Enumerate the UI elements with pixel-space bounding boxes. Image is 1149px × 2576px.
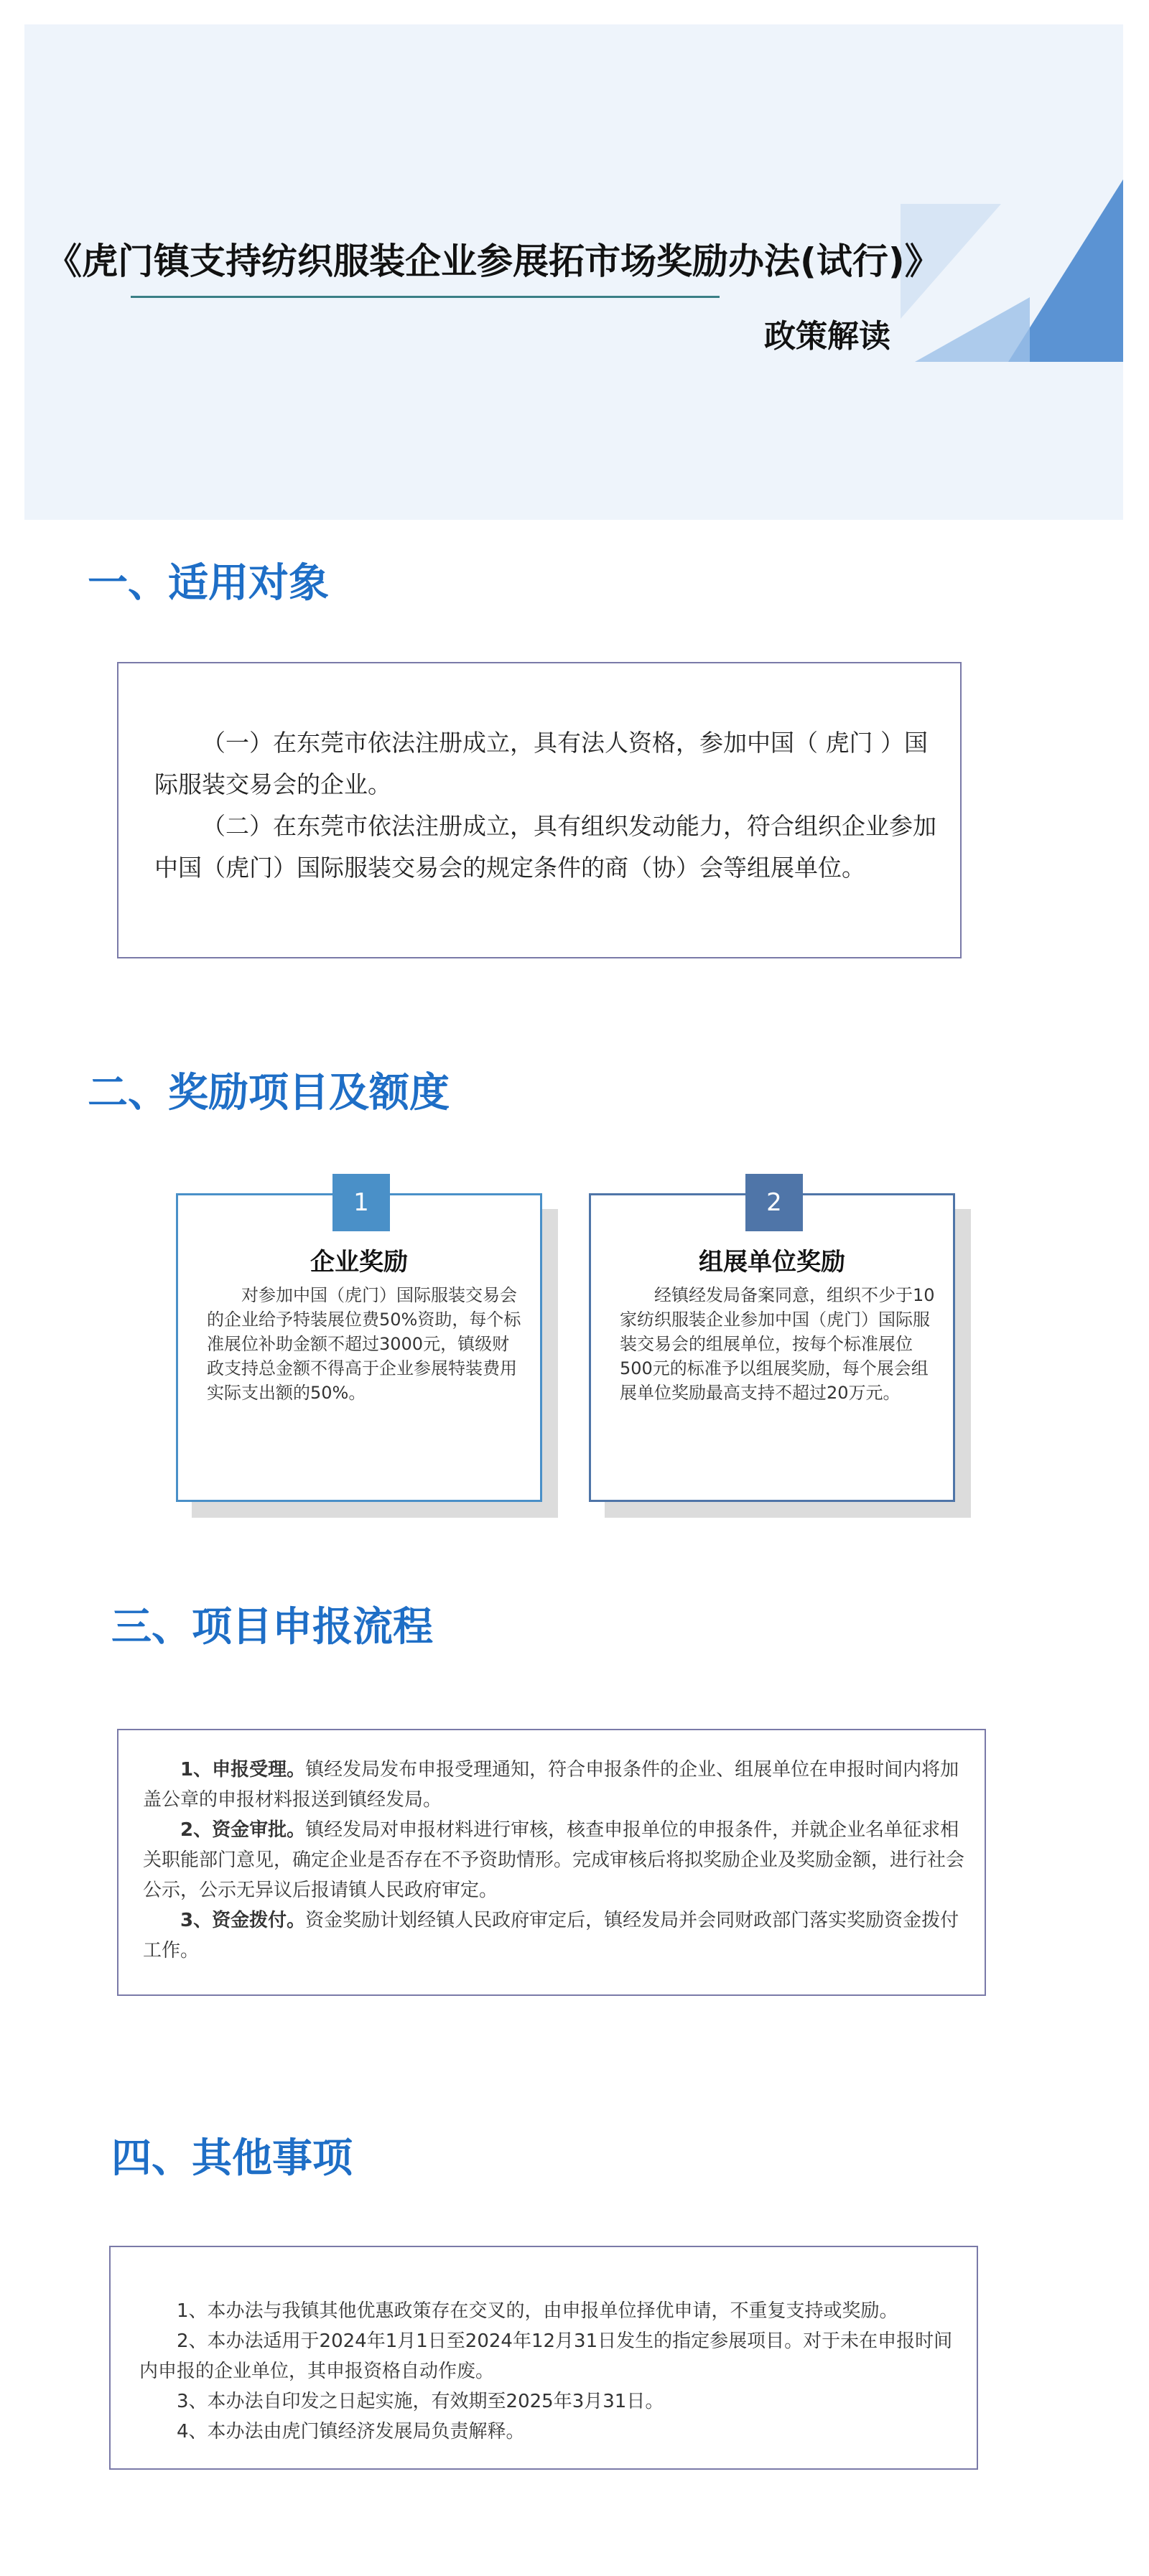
- card-panel: [589, 1188, 955, 1502]
- process-item-text: 镇经发局发布申报受理通知，符合申报条件的企业、组展单位在申报时间内将加盖公章的申报材料报送到镇经发局。: [143, 1759, 959, 1811]
- reward-card-organizer: [589, 1188, 971, 1518]
- decorative-triangle: [915, 297, 1030, 362]
- process-item: [143, 1905, 966, 1966]
- applicable-item: （二）在东莞市依法注册成立，具有组织发动能力，符合组织企业参加中国（虎门）国际服装交易会的规定条件的商（协）会等组展单位。: [154, 812, 936, 882]
- other-matters-box: [109, 2246, 978, 2470]
- section-title-applicable: 一、适用对象: [88, 560, 329, 607]
- header-banner: [24, 24, 1123, 520]
- page-subtitle: 政策解读: [764, 318, 890, 355]
- process-item: [143, 1815, 966, 1905]
- card-number-badge: 1: [332, 1174, 390, 1231]
- process-box: [117, 1729, 986, 1996]
- process-item-label: 3、资金拨付。: [180, 1910, 306, 1931]
- process-item-label: 1、申报受理。: [180, 1759, 306, 1781]
- page-title: 《虎门镇支持纺织服装企业参展拓市场奖励办法(试行)》: [46, 241, 941, 282]
- process-item-label: 2、资金审批。: [180, 1819, 306, 1841]
- card-title: 组展单位奖励: [699, 1248, 845, 1277]
- section-title-process: 三、项目申报流程: [111, 1604, 433, 1651]
- card-body: 经镇经发局备案同意，组织不少于10家纺织服装企业参加中国（虎门）国际服装交易会的组展单位，按每个标准展位500元的标准予以组展奖励，每个展会组展单位奖励最高支持不超过20万元。: [620, 1285, 935, 1403]
- reward-card-enterprise: [176, 1188, 558, 1518]
- other-item: 2、本办法适用于2024年1月1日至2024年12月31日发生的指定参展项目。对于未在申报时间内申报的企业单位，其申报资格自动作废。: [139, 2330, 953, 2382]
- other-item: 1、本办法与我镇其他优惠政策存在交叉的，由申报单位择优申请，不重复支持或奖励。: [177, 2300, 898, 2322]
- process-item: [143, 1755, 966, 1815]
- applicable-box: [117, 662, 962, 958]
- card-body: 对参加中国（虎门）国际服装交易会的企业给予特装展位费50%资助，每个标准展位补助金额不超过3000元，镇级财政支持总金额不得高于企业参展特装费用实际支出额的50%。: [207, 1285, 521, 1403]
- other-item: 4、本办法由虎门镇经济发展局负责解释。: [177, 2421, 525, 2442]
- section-title-rewards: 二、奖励项目及额度: [88, 1070, 450, 1116]
- card-number-badge: 2: [745, 1174, 803, 1231]
- title-divider: [131, 296, 720, 298]
- card-panel: [176, 1188, 542, 1502]
- section-title-other: 四、其他事项: [111, 2135, 353, 2182]
- process-item-text: 资金奖励计划经镇人民政府审定后，镇经发局并会同财政部门落实奖励资金拨付工作。: [143, 1910, 959, 1961]
- other-item: 3、本办法自印发之日起实施，有效期至2025年3月31日。: [177, 2391, 664, 2412]
- card-title: 企业奖励: [310, 1248, 408, 1277]
- process-item-text: 镇经发局对申报材料进行审核，核查申报单位的申报条件，并就企业名单征求相关职能部门意见，确定企业是否存在不予资助情形。完成审核后将拟奖励企业及奖励金额，进行社会公示，公示无异议后报请镇人民政府审定。: [143, 1819, 965, 1901]
- applicable-item: （一）在东莞市依法注册成立，具有法人资格，参加中国（ 虎门 ）国际服装交易会的企业。: [154, 729, 928, 798]
